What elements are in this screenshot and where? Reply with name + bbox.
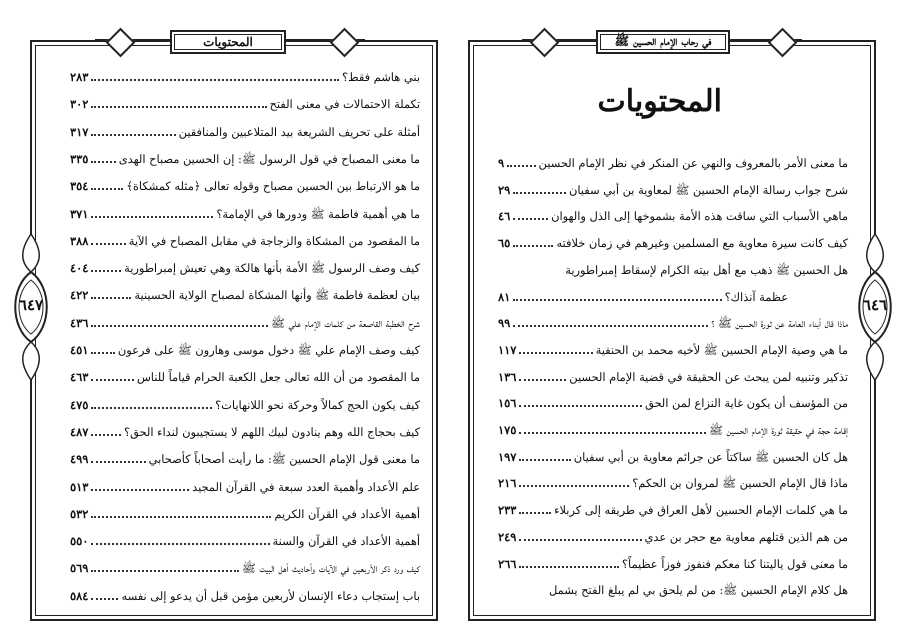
toc-entry-title: كيف يكون الحج كمالاً وحركة نحو اللانهايات؟ bbox=[215, 397, 420, 412]
toc-leader-dots bbox=[91, 187, 123, 190]
toc-entry bbox=[498, 282, 788, 304]
toc-leader-dots bbox=[91, 378, 134, 381]
right-page-title: المحتويات bbox=[597, 84, 722, 119]
toc-leader-dots bbox=[519, 378, 566, 381]
toc-leader-dots bbox=[519, 538, 641, 541]
toc-entry-title: ما هي أهمية فاطمة ﷺ ودورها في الإمامة؟ bbox=[216, 206, 420, 221]
toc-entry bbox=[70, 472, 420, 494]
toc-entry-page: ٤٦ bbox=[498, 209, 511, 224]
left-page-header bbox=[170, 30, 286, 54]
toc-leader-dots bbox=[91, 433, 121, 436]
toc-entry-title: ما هي كلمات الإمام الحسين لأهل العراق في طريقه إلى كربلاء bbox=[554, 503, 848, 518]
toc-entry bbox=[498, 468, 848, 490]
toc-entry-page: ٤٨٧ bbox=[70, 424, 89, 439]
toc-entry-page: ٥٨٤ bbox=[70, 588, 89, 603]
toc-entry-title: كيف وصف الإمام علي ﷺ دخول موسى وهارون ﷺ على فرعون bbox=[117, 343, 420, 357]
toc-entry-page: ١١٧ bbox=[498, 342, 517, 357]
toc-leader-dots bbox=[519, 458, 570, 461]
toc-leader-dots bbox=[91, 460, 145, 463]
toc-entry bbox=[70, 390, 420, 412]
toc-entry-title: إقامة حجة في حقيقة ثورة الإمام الحسين ﷺ bbox=[709, 423, 848, 437]
toc-entry-page: ٤٠٤ bbox=[70, 261, 89, 276]
toc-entry-page: ٢٦٦ bbox=[498, 556, 517, 571]
toc-entry bbox=[498, 495, 848, 517]
toc-leader-dots bbox=[91, 296, 131, 299]
toc-entry-page: ٢٣٣ bbox=[498, 503, 517, 518]
toc-leader-dots bbox=[91, 160, 115, 163]
toc-leader-dots bbox=[91, 242, 125, 245]
toc-entry-page: ٢٩ bbox=[498, 182, 511, 197]
left-page-number: ٦٤٧ bbox=[18, 296, 44, 314]
toc-leader-dots bbox=[91, 215, 213, 218]
toc-entry bbox=[70, 62, 420, 84]
toc-entry-page: ٣١٧ bbox=[70, 124, 89, 139]
toc-entry-title: ما المقصود من المشكاة والزجاجة في مقابل المصباح في الآية bbox=[128, 233, 420, 248]
toc-entry-title: ما هو الارتباط بين الحسين مصباح وقوله تعالى ﴿مثله كمشكاة﴾ bbox=[126, 179, 420, 194]
toc-entry bbox=[498, 549, 848, 571]
toc-entry-title: كيف وصف الرسول ﷺ الأمة بأنها هالكة وهي تعيش إمبراطورية bbox=[124, 261, 420, 276]
toc-entry bbox=[498, 335, 848, 357]
toc-entry-page: ٨١ bbox=[498, 289, 511, 304]
toc-entry bbox=[70, 362, 420, 384]
toc-entry-title: عظمة آنذاك؟ bbox=[724, 289, 788, 304]
toc-entry-title: ما معنى قول ياليتنا كنا معكم فنفوز فوزاً عظيماً؟ bbox=[621, 556, 848, 571]
toc-entry-page: ٥٣٢ bbox=[70, 506, 89, 521]
toc-entry-title: بيان لعظمة فاطمة ﷺ وأنها المشكاة لمصباح الولاية الحسينية bbox=[134, 288, 420, 303]
toc-entry bbox=[70, 417, 420, 439]
toc-entry-title: ما المقصود من أن الله تعالى جعل الكعبة الحرام قياماً للناس bbox=[136, 370, 420, 385]
toc-entry-page: ٥٦٩ bbox=[70, 561, 89, 576]
toc-entry-title: ماهي الأسباب التي ساقت هذه الأمة بشموخها إلى الذل والهوان bbox=[551, 209, 848, 224]
toc-entry-page: ١٣٦ bbox=[498, 369, 517, 384]
toc-entry-page: ٤٣٦ bbox=[70, 315, 89, 330]
toc-entry bbox=[498, 362, 848, 384]
toc-entry-title: ما معنى الأمر بالمعروف والنهي عن المنكر في نظر الإمام الحسين bbox=[538, 156, 848, 170]
toc-leader-dots bbox=[519, 351, 592, 354]
toc-entry bbox=[70, 335, 420, 357]
toc-entry bbox=[70, 226, 420, 248]
toc-entry-title: هل كان الحسين ﷺ ساكتاً عن جرائم معاوية بن أبي سفيان bbox=[573, 449, 848, 464]
toc-leader-dots bbox=[513, 191, 566, 194]
toc-leader-dots bbox=[513, 298, 721, 301]
toc-entry-page: ٢١٦ bbox=[498, 476, 517, 491]
toc-entry-page: ٥١٣ bbox=[70, 479, 89, 494]
toc-entry-page: ٦٥ bbox=[498, 236, 511, 251]
toc-entry-title: كيف كانت سيرة معاوية مع المسلمين وغيرهم في زمان خلافته bbox=[556, 236, 848, 251]
toc-entry-title: علم الأعداد وأهمية العدد سبعة في القرآن المجيد bbox=[192, 479, 420, 494]
toc-entry-title: ماذا قال الإمام الحسين ﷺ لمروان بن الحكم؟ bbox=[632, 476, 848, 491]
toc-leader-dots bbox=[519, 565, 619, 568]
toc-leader-dots bbox=[91, 133, 175, 136]
toc-entry-title: باب إستجاب دعاء الإنسان لأربعين مؤمن قبل أن يدعو إلى نفسه bbox=[121, 588, 420, 603]
toc-entry-title: ما معنى المصباح في قول الرسول ﷺ: إن الحسين مصباح الهدى bbox=[118, 151, 420, 166]
toc-leader-dots bbox=[91, 406, 212, 409]
toc-leader-dots bbox=[519, 431, 706, 434]
toc-entry-page: ٢٤٩ bbox=[498, 529, 517, 544]
toc-entry-page: ٩٩ bbox=[498, 316, 511, 331]
toc-leader-dots bbox=[507, 164, 535, 167]
toc-leader-dots bbox=[91, 542, 269, 545]
toc-leader-dots bbox=[91, 351, 114, 354]
toc-entry-page: ٤٢٢ bbox=[70, 288, 89, 303]
toc-leader-dots bbox=[513, 324, 708, 327]
toc-entry-title: أمثلة على تحريف الشريعة بيد المتلاعبين والمنافقين bbox=[178, 124, 420, 139]
toc-entry-title: بني هاشم فقط؟ bbox=[341, 70, 420, 84]
toc-leader-dots bbox=[91, 269, 121, 272]
toc-entry bbox=[498, 415, 848, 437]
toc-entry bbox=[70, 199, 420, 221]
toc-entry-page: ٣٨٨ bbox=[70, 233, 89, 248]
right-page-number: ٦٤٦ bbox=[862, 296, 888, 314]
toc-leader-dots bbox=[91, 597, 118, 600]
toc-entry bbox=[498, 442, 848, 464]
toc-leader-dots bbox=[91, 78, 339, 81]
toc-entry bbox=[70, 553, 420, 575]
toc-entry bbox=[70, 526, 420, 548]
toc-entry-page: ٢٨٣ bbox=[70, 70, 89, 84]
toc-leader-dots bbox=[519, 484, 629, 487]
toc-entry bbox=[498, 575, 848, 597]
toc-entry bbox=[498, 175, 848, 197]
toc-leader-dots bbox=[91, 105, 266, 108]
toc-entry-title: من هم الذين قتلهم معاوية مع حجر بن عدي bbox=[644, 529, 848, 544]
toc-entry-title: من المؤسف أن يكون غاية النزاع لمن الحق bbox=[644, 396, 848, 411]
toc-entry-title: هل الحسين ﷺ ذهب مع أهل بيته الكرام لإسقاط إمبراطورية bbox=[565, 262, 848, 277]
toc-entry bbox=[70, 144, 420, 166]
toc-entry bbox=[498, 522, 848, 544]
toc-entry bbox=[498, 148, 848, 170]
toc-entry-title: أهمية الأعداد في القرآن والسنة bbox=[272, 534, 420, 549]
toc-entry bbox=[70, 89, 420, 111]
toc-entry-page: ٥٥٠ bbox=[70, 534, 89, 549]
toc-leader-dots bbox=[519, 404, 642, 407]
toc-entry bbox=[70, 280, 420, 302]
toc-entry bbox=[498, 308, 848, 330]
toc-entry bbox=[70, 171, 420, 193]
toc-leader-dots bbox=[519, 511, 551, 514]
toc-entry-title: شرح جواب رسالة الإمام الحسين ﷺ لمعاوية بن أبي سفيان bbox=[568, 182, 848, 197]
toc-entry bbox=[498, 228, 848, 250]
toc-entry bbox=[70, 308, 420, 330]
toc-entry-title: تكملة الاحتمالات في معنى الفتح bbox=[269, 97, 420, 112]
toc-entry-page: ٤٥١ bbox=[70, 343, 89, 357]
toc-entry-title: تذكير وتنبيه لمن يبحث عن الحقيقة في قضية الإمام الحسين bbox=[569, 369, 848, 384]
toc-entry-page: ٣٣٥ bbox=[70, 151, 89, 166]
toc-entry bbox=[498, 255, 848, 277]
toc-entry-title: ما هي وصية الإمام الحسين ﷺ لأخيه محمد بن الحنفية bbox=[595, 342, 848, 357]
toc-entry bbox=[70, 581, 420, 603]
toc-entry-page: ١٥٦ bbox=[498, 396, 517, 411]
toc-entry-title: كيف بحجاج الله وهم ينادون لبيك اللهم لا يستجيبون لنداء الحق؟ bbox=[123, 424, 420, 439]
toc-entry-title: ما معنى قول الإمام الحسين ﷺ: ما رأيت أصحاباً كأصحابي bbox=[148, 452, 420, 467]
toc-entry bbox=[70, 499, 420, 521]
toc-leader-dots bbox=[91, 515, 271, 518]
right-page bbox=[452, 0, 904, 639]
toc-entry-title: أهمية الأعداد في القرآن الكريم bbox=[274, 506, 420, 521]
toc-entry-title: شرح الخطبة القاصعة من كلمات الإمام علي ﷺ bbox=[271, 315, 420, 330]
toc-entry bbox=[70, 444, 420, 466]
right-header-text: في رحاب الإمام الحسين ﷺ bbox=[614, 33, 712, 48]
toc-entry bbox=[70, 253, 420, 275]
toc-entry-page: ٣٥٤ bbox=[70, 179, 89, 194]
toc-entry-page: ٤٧٥ bbox=[70, 397, 89, 412]
toc-entry bbox=[70, 117, 420, 139]
right-page-header bbox=[596, 30, 730, 54]
toc-leader-dots bbox=[513, 217, 548, 220]
toc-leader-dots bbox=[91, 488, 189, 491]
toc-leader-dots bbox=[91, 324, 268, 327]
toc-entry-page: ٤٦٣ bbox=[70, 370, 89, 385]
toc-entry-page: ٣٧١ bbox=[70, 206, 89, 221]
toc-leader-dots bbox=[91, 569, 239, 572]
toc-entry-page: ٣٠٢ bbox=[70, 97, 89, 112]
toc-entry-title: هل كلام الإمام الحسين ﷺ: من لم يلحق بي لم يبلغ الفتح يشمل bbox=[549, 583, 848, 598]
left-header-text: المحتويات bbox=[203, 35, 253, 49]
toc-entry bbox=[498, 388, 848, 410]
toc-entry-page: ٩ bbox=[498, 156, 505, 170]
toc-entry bbox=[498, 201, 848, 223]
toc-entry-page: ١٩٧ bbox=[498, 449, 517, 464]
toc-entry-page: ١٧٥ bbox=[498, 423, 517, 437]
toc-entry-title: كيف ورد ذكر الأربعين في الآيات وأحاديث أهل البيت ﷺ bbox=[242, 561, 420, 576]
toc-entry-title: ماذا قال أبناء العامة عن ثورة الحسين ﷺ ؟ bbox=[711, 316, 848, 331]
toc-entry-page: ٤٩٩ bbox=[70, 452, 89, 467]
toc-leader-dots bbox=[513, 244, 553, 247]
